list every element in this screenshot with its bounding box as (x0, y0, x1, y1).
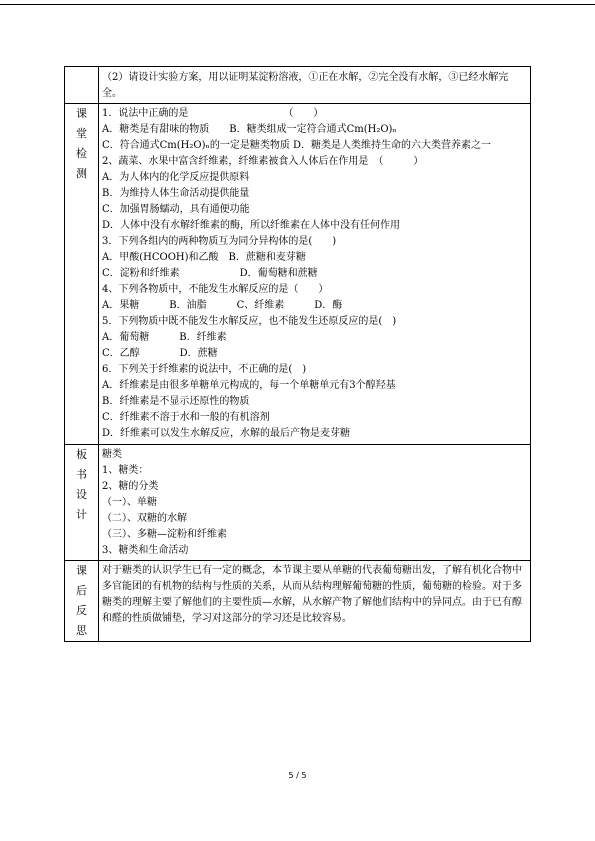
classroom-test-label: 课堂检测 (76, 107, 87, 180)
q6-option-a: A．纤维素是由很多单糖单元构成的，每一个单糖单元有3个醇羟基 (102, 380, 396, 391)
q1-options-cd: C．符合通式Cm(H₂O)ₙ的一定是糖类物质 D．糖类是人类维持生命的六大类营养素之一 (102, 140, 492, 151)
row1-label-cell (65, 67, 99, 104)
board-item: （二）、双糖的水解 (102, 513, 187, 524)
q2-option-d: D．人体中没有水解纤维素的酶，所以纤维素在人体中没有任何作用 (102, 220, 401, 231)
board-title: 糖类 (102, 449, 122, 460)
header-rule (0, 4, 595, 5)
q4-options: A．果糖 B．油脂 C、纤维素 D．酶 (102, 300, 343, 311)
q1-stem: 1．说法中正确的是 （ ） (102, 108, 324, 119)
board-item: （一）、单糖 (102, 497, 157, 508)
row-board-design (65, 445, 531, 561)
row-design-experiment (65, 67, 531, 104)
q6-option-c: C．纤维素不溶于水和一般的有机溶剂 (102, 412, 270, 423)
q5-stem: 5．下列物质中既不能发生水解反应，也不能发生还原反应的是( ) (102, 316, 397, 327)
q2-option-b: B．为维持人体生命活动提供能量 (102, 188, 250, 199)
q2-option-a: A．为人体内的化学反应提供原料 (102, 172, 250, 183)
classroom-test-label-cell (65, 104, 99, 445)
q3-options-cd: C．淀粉和纤维素 D．葡萄糖和蔗糖 (102, 268, 318, 279)
row-reflection (65, 561, 531, 642)
q1-options-ab: A．糖类是有甜味的物质 B．糖类组成一定符合通式Cm(H₂O)ₙ (102, 124, 397, 135)
q2-option-c: C．加强胃肠蠕动，具有通便功能 (102, 204, 250, 215)
board-design-label: 板书设计 (76, 448, 87, 521)
reflection-text: 对于糖类的认识学生已有一定的概念，本节课主要从单糖的代表葡萄糖出发，了解有机化合物中多官能团的有机物的结构与性质的关系，从而从结构理解葡萄糖的性质，葡萄糖的检验。对于多糖类的理解主要了解他们的主要性质—水解，从水解产物了解他们结构中的异同点。由于已有醇和醛的性质做铺垫，学习对这部分的学习还是比较容易。 (99, 561, 531, 642)
reflection-label: 课后反思 (76, 564, 87, 637)
classroom-test-content (99, 104, 531, 445)
q6-option-b: B．纤维素是不显示还原性的物质 (102, 396, 250, 407)
board-item: （三）、多糖—淀粉和纤维素 (102, 529, 227, 540)
q5-options-ab: A．葡萄糖 B．纤维素 (102, 332, 227, 343)
q3-options-ab: A．甲酸(HCOOH)和乙酸 B．蔗糖和麦芽糖 (102, 252, 306, 263)
reflection-label-cell (65, 561, 99, 642)
q6-stem: 6．下列关于纤维素的说法中，不正确的是( ) (102, 364, 307, 375)
q5-options-cd: C．乙醇 D．蔗糖 (102, 348, 218, 359)
board-item: 2、糖的分类 (102, 481, 159, 492)
row-classroom-test (65, 104, 531, 445)
board-design-label-cell (65, 445, 99, 561)
board-design-content (99, 445, 531, 561)
q4-stem: 4、下列各物质中，不能发生水解反应的是（ ） (102, 284, 329, 295)
lesson-table (64, 66, 531, 642)
q6-option-d: D．纤维素可以发生水解反应，水解的最后产物是麦芽糖 (102, 428, 351, 439)
q3-stem: 3．下列各组内的两种物质互为同分异构体的是( ) (102, 236, 337, 247)
page-number: 5 / 5 (288, 771, 307, 780)
board-item: 1、糖类： (102, 465, 149, 476)
board-item: 3、糖类和生命活动 (102, 545, 189, 556)
experiment-question: （2）请设计实验方案，用以证明某淀粉溶液，①正在水解，②完全没有水解，③已经水解完全。 (99, 67, 531, 104)
q2-stem: 2、蔬菜、水果中富含纤维素，纤维素被食入人体后在作用是 （ ） (102, 156, 424, 167)
